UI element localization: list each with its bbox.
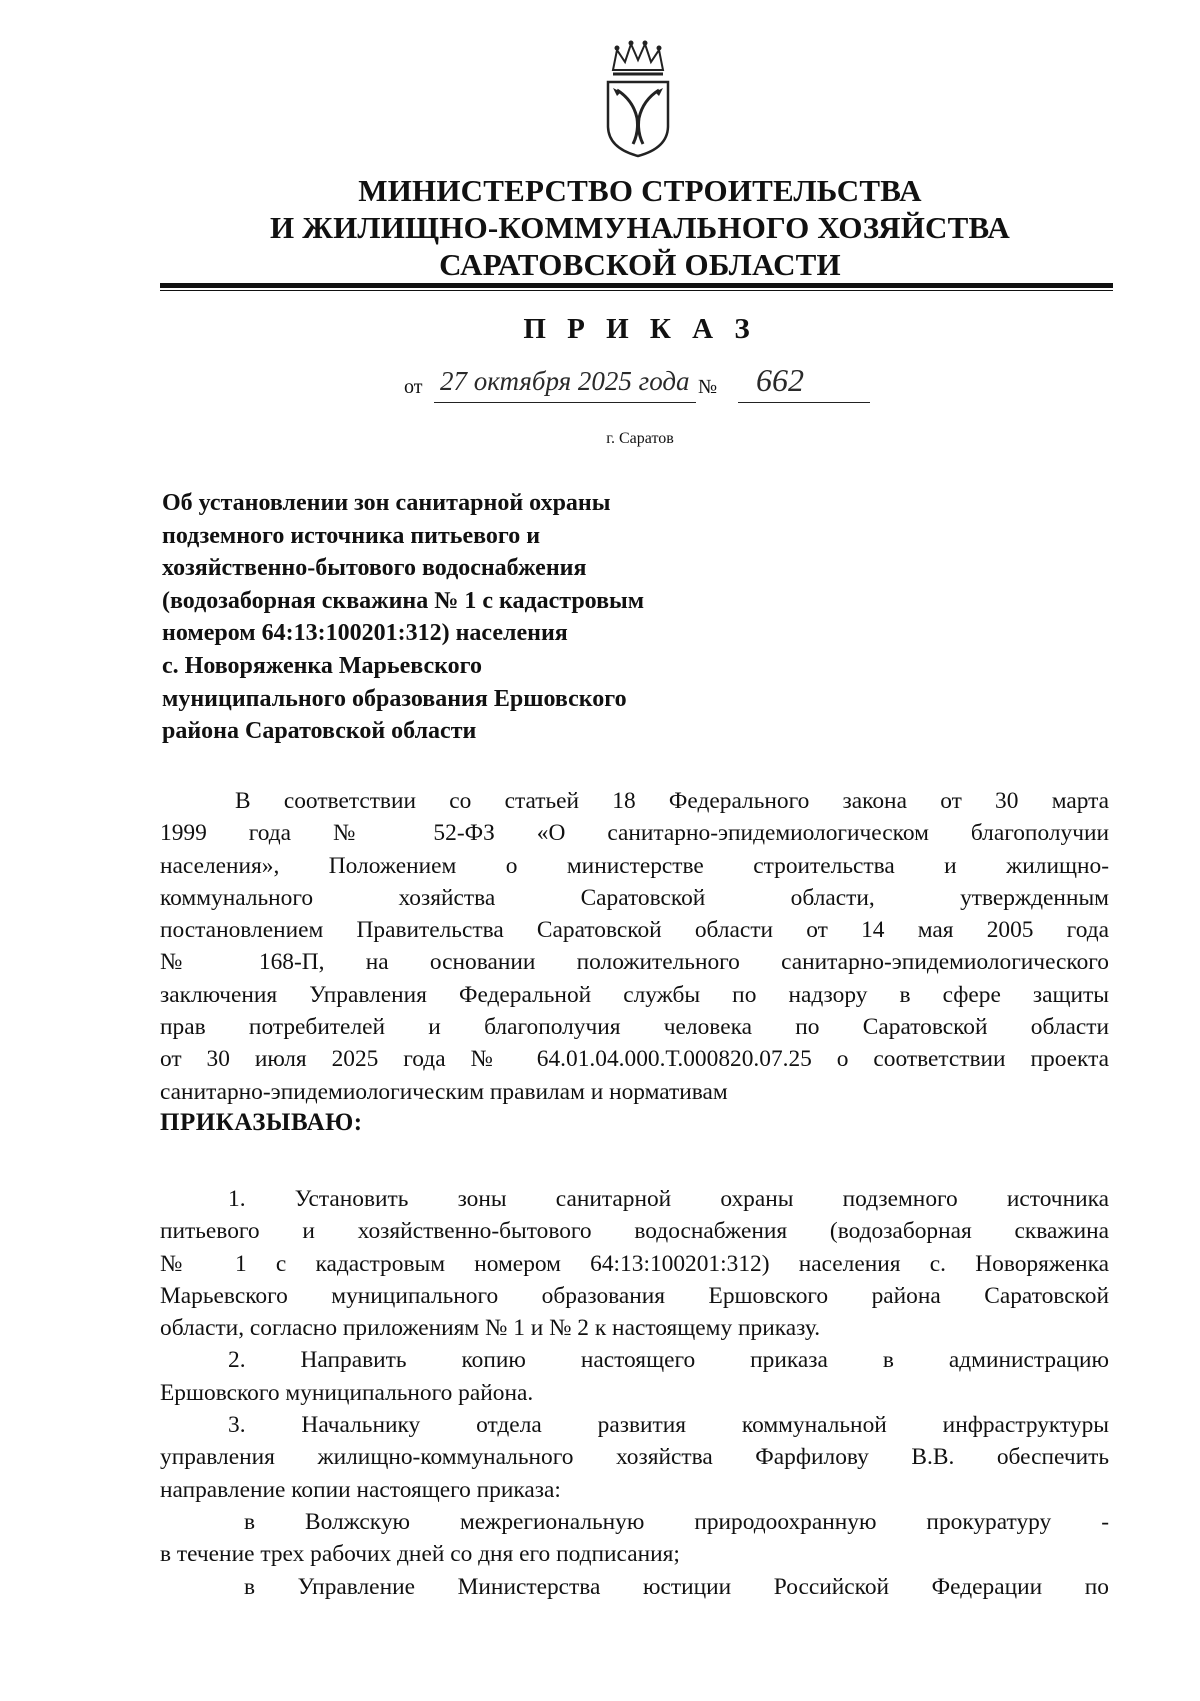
item-line: в течение трех рабочих дней со дня его подписания; bbox=[160, 1541, 680, 1568]
subject-line: с. Новоряженка Марьевского bbox=[162, 652, 482, 679]
text-line: от 30 июля 2025 года № 64.01.04.000.Т.000820.07.25 о соответствии проекта bbox=[160, 1046, 1109, 1073]
text-line: населения», Положением о министерстве строительства и жилищно- bbox=[160, 852, 1109, 879]
number-label: № bbox=[698, 376, 718, 398]
subject-line: района Саратовской области bbox=[162, 718, 477, 745]
subject-line: хозяйственно-бытового водоснабжения bbox=[162, 555, 587, 582]
subject-line: Об установлении зон санитарной охраны bbox=[162, 490, 611, 516]
city: г. Саратов bbox=[606, 430, 674, 447]
ministry-line: САРАТОВСКОЙ ОБЛАСТИ bbox=[439, 247, 841, 282]
date-underline bbox=[434, 402, 696, 403]
order-items bbox=[160, 1183, 1109, 1603]
text-line: санитарно-эпидемиологическим правилам и нормативам bbox=[160, 1078, 728, 1105]
item-line: 3. Начальнику отдела развития коммунальной инфраструктуры bbox=[228, 1412, 1109, 1439]
subject-line: номером 64:13:100201:312) населения bbox=[162, 620, 568, 647]
item-line: № 1 с кадастровым номером 64:13:100201:312) населения с. Новоряженка bbox=[160, 1250, 1109, 1277]
item-line: области, согласно приложениям № 1 и № 2 к настоящему приказу. bbox=[160, 1315, 821, 1342]
subject-line: подземного источника питьевого и bbox=[162, 522, 541, 549]
saratov-coat-of-arms-icon bbox=[603, 40, 673, 158]
order-date-number bbox=[404, 362, 874, 410]
text-line: № 168-П, на основании положительного санитарно-эпидемиологического bbox=[160, 949, 1109, 976]
text-line: прав потребителей и благополучия человека по Саратовской области bbox=[160, 1014, 1109, 1041]
item-line: питьевого и хозяйственно-бытового водоснабжения (водозаборная скважина bbox=[160, 1218, 1109, 1245]
text-line: 1999 года № 52-ФЗ «О санитарно-эпидемиологическом благополучии bbox=[160, 820, 1109, 847]
document-title: П Р И К А З bbox=[523, 313, 757, 345]
header-divider bbox=[160, 283, 1113, 288]
text-line: коммунального хозяйства Саратовской области, утвержденным bbox=[160, 884, 1109, 911]
preamble-paragraph bbox=[160, 785, 1109, 1108]
handwritten-date: 27 октября 2025 года bbox=[440, 366, 690, 396]
number-underline bbox=[738, 402, 870, 403]
ministry-line: И ЖИЛИЩНО-КОММУНАЛЬНОГО ХОЗЯЙСТВА bbox=[269, 210, 1011, 245]
ministry-line: МИНИСТЕРСТВО СТРОИТЕЛЬСТВА bbox=[358, 173, 922, 208]
text-line: заключения Управления Федеральной службы по надзору в сфере защиты bbox=[160, 981, 1109, 1008]
text-line: постановлением Правительства Саратовской области от 14 мая 2005 года bbox=[160, 917, 1109, 944]
order-subject bbox=[162, 487, 782, 748]
item-line: Ершовского муниципального района. bbox=[160, 1379, 534, 1406]
from-label: от bbox=[404, 376, 423, 398]
subject-line: (водозаборная скважина № 1 с кадастровым bbox=[162, 587, 645, 614]
handwritten-number: 662 bbox=[756, 362, 804, 398]
item-line: в Управление Министерства юстиции Российской Федерации по bbox=[244, 1573, 1109, 1600]
order-word: ПРИКАЗЫВАЮ: bbox=[160, 1109, 363, 1136]
item-line: 1. Установить зоны санитарной охраны подземного источника bbox=[228, 1186, 1109, 1212]
header-divider-thin bbox=[160, 290, 1113, 291]
item-line: управления жилищно-коммунального хозяйства Фарфилову В.В. обеспечить bbox=[160, 1444, 1109, 1471]
item-line: в Волжскую межрегиональную природоохранную прокуратуру - bbox=[244, 1508, 1109, 1535]
item-line: 2. Направить копию настоящего приказа в администрацию bbox=[228, 1347, 1109, 1374]
item-line: направление копии настоящего приказа: bbox=[160, 1476, 561, 1503]
text-line: В соответствии со статьей 18 Федерального закона от 30 марта bbox=[235, 788, 1109, 814]
subject-line: муниципального образования Ершовского bbox=[162, 685, 627, 712]
ministry-name bbox=[230, 172, 1050, 283]
item-line: Марьевского муниципального образования Ершовского района Саратовской bbox=[160, 1282, 1109, 1309]
